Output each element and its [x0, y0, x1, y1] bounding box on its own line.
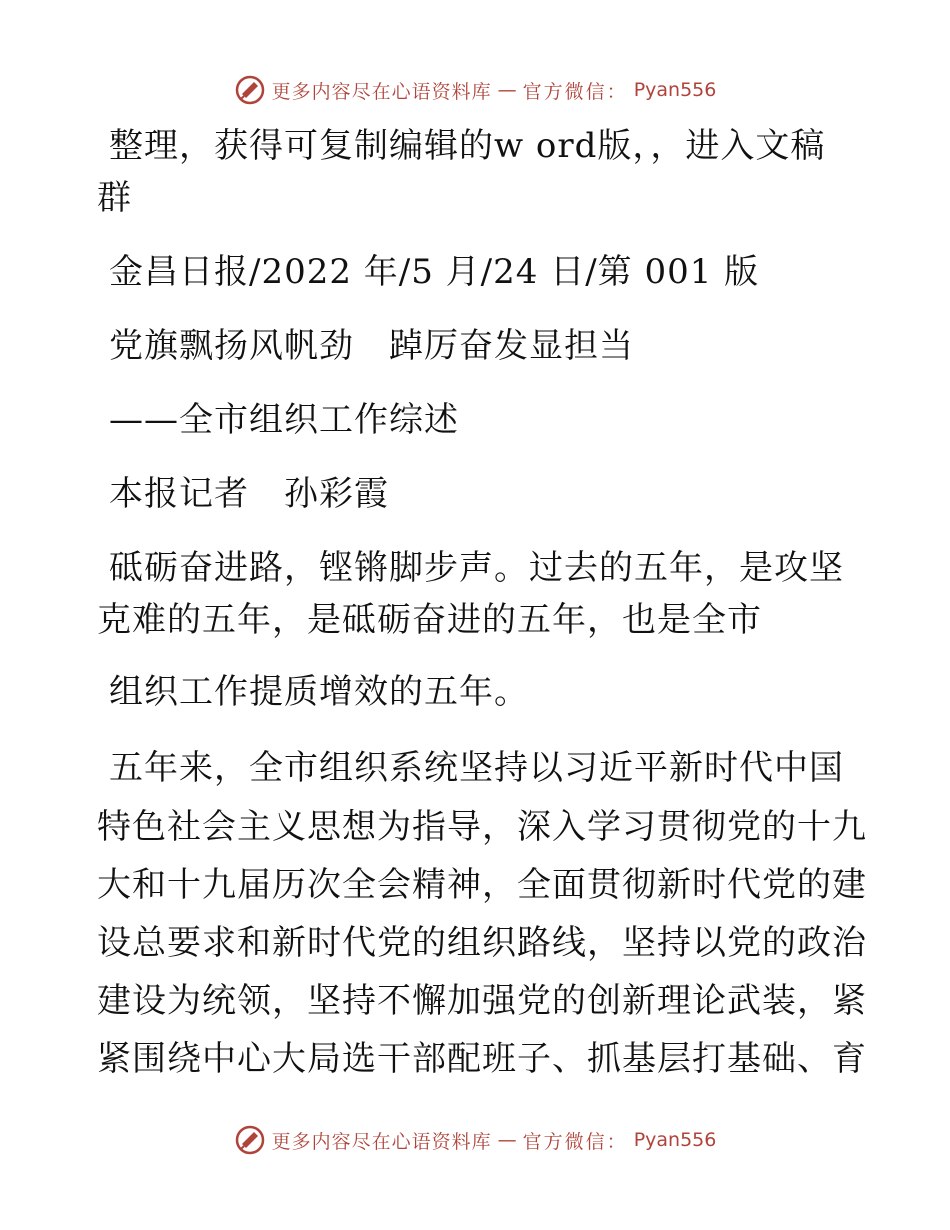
- article-subtitle: ——全市组织工作综述: [109, 400, 459, 440]
- para3-line-3: 大和十九届历次全会精神，全面贯彻新时代党的建: [97, 865, 867, 905]
- header-banner: [0, 70, 950, 110]
- byline: 本报记者 孙彩霞: [109, 474, 389, 514]
- para3-line-4: 设总要求和新时代党的组织路线，坚持以党的政治: [97, 923, 867, 963]
- banner-account: Pyan556: [633, 79, 717, 101]
- banner-separator: —: [497, 79, 517, 101]
- source-line: 金昌日报/2022 年/5 月/24 日/第 001 版: [109, 252, 760, 292]
- logo-icon: [234, 1124, 266, 1156]
- banner-wechat-label: 官方微信：: [522, 80, 628, 103]
- para3-line-5: 建设为统领，坚持不懈加强党的创新理论武装，紧: [97, 981, 867, 1021]
- banner-brand-text: 更多内容尽在心语资料库: [271, 80, 492, 103]
- para3-line-1: 五年来，全市组织系统坚持以习近平新时代中国: [109, 748, 844, 788]
- para3-line-6: 紧围绕中心大局选干部配班子、抓基层打基础、育: [97, 1039, 867, 1079]
- banner-brand-text: 更多内容尽在心语资料库: [271, 1130, 492, 1153]
- para3-line-2: 特色社会主义思想为指导，深入学习贯彻党的十九: [97, 807, 867, 847]
- logo-icon: [234, 74, 266, 106]
- banner-separator: —: [497, 1129, 517, 1151]
- para1-line-1: 砥砺奋进路，铿锵脚步声。过去的五年，是攻坚: [109, 548, 844, 588]
- banner-account: Pyan556: [633, 1129, 717, 1151]
- banner-wechat-label: 官方微信：: [522, 1130, 628, 1153]
- para1-line-2: 克难的五年，是砥砺奋进的五年，也是全市: [97, 600, 762, 640]
- intro-line-1: 整理，获得可复制编辑的w ord版，，进入文稿: [109, 126, 826, 166]
- para2-line: 组织工作提质增效的五年。: [109, 672, 529, 712]
- intro-line-2: 群: [97, 178, 132, 218]
- document-body: [97, 120, 867, 1088]
- article-title: 党旗飘扬风帆劲 踔厉奋发显担当: [109, 326, 634, 366]
- footer-banner: [0, 1120, 950, 1160]
